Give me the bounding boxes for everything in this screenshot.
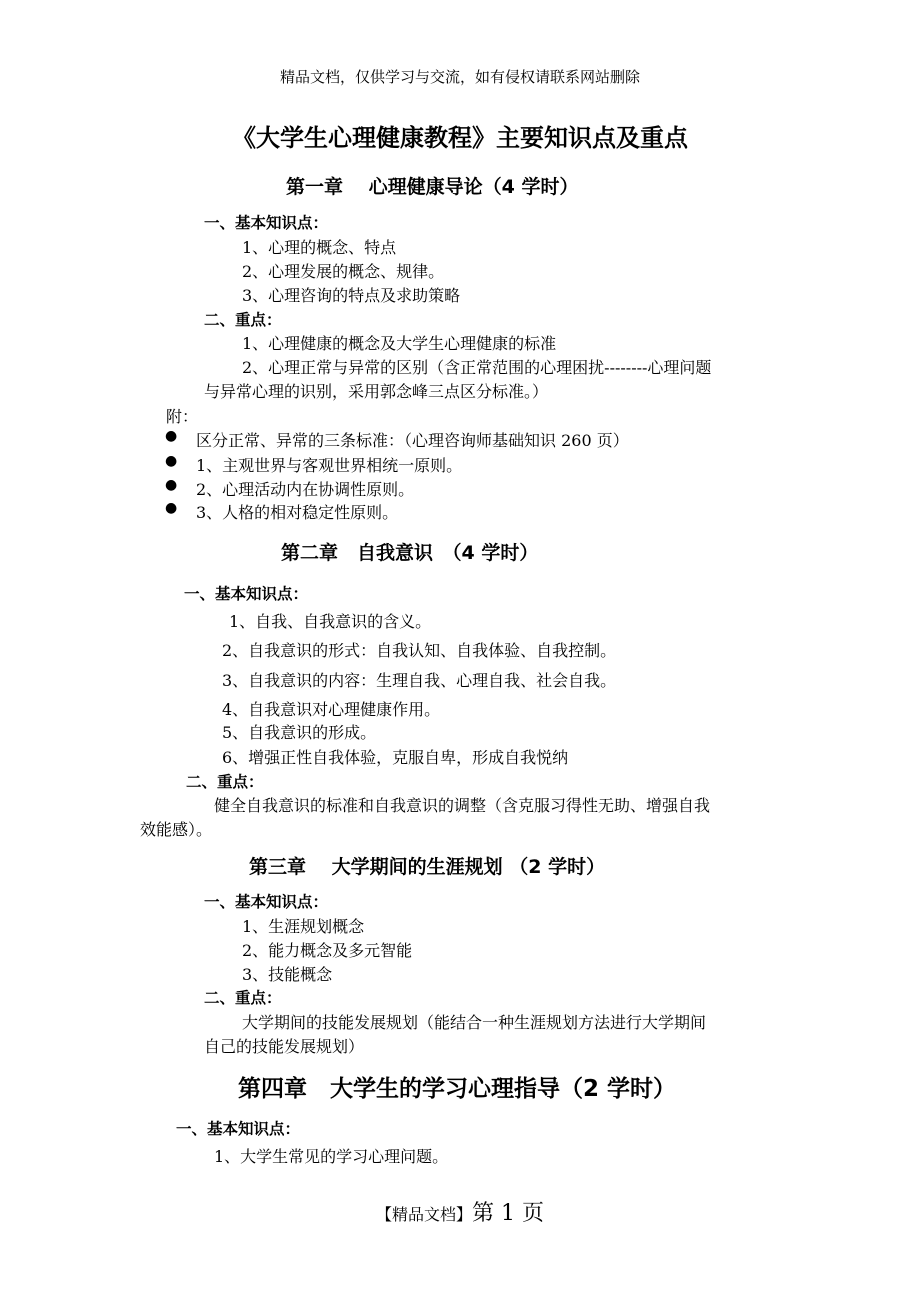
ch3-basic-item: 2、能力概念及多元智能 xyxy=(242,941,413,960)
list-item xyxy=(165,500,399,523)
list-item xyxy=(165,453,463,476)
list-item xyxy=(165,428,629,451)
appendix-label: 附： xyxy=(166,407,199,426)
ch2-basic-item: 6、增强正性自我体验，克服自卑，形成自我悦纳 xyxy=(222,748,569,767)
ch4-basic-item: 1、大学生常见的学习心理问题。 xyxy=(214,1147,449,1166)
ch2-basic-item: 2、自我意识的形式：自我认知、自我体验、自我控制。 xyxy=(222,641,617,660)
list-item-text: 1、主观世界与客观世界相统一原则。 xyxy=(196,456,463,475)
bullet-icon: ● xyxy=(165,477,178,493)
ch1-key-item: 2、心理正常与异常的区别（含正常范围的心理困扰--------心理问题 xyxy=(242,358,712,377)
ch3-key-heading: 二、重点： xyxy=(204,989,282,1007)
list-item xyxy=(165,477,415,500)
ch1-key-item: 1、心理健康的概念及大学生心理健康的标准 xyxy=(242,334,557,353)
ch2-basic-item: 4、自我意识对心理健康作用。 xyxy=(222,700,441,719)
ch2-basic-item: 1、自我、自我意识的含义。 xyxy=(229,612,432,631)
ch1-key-heading: 二、重点： xyxy=(204,311,282,329)
ch2-basic-heading: 一、基本知识点： xyxy=(184,585,309,603)
ch3-basic-heading: 一、基本知识点： xyxy=(204,893,329,911)
ch1-key-item-continued: 与异常心理的识别，采用郭念峰三点区分标准。） xyxy=(204,382,549,401)
bullet-icon: ● xyxy=(165,453,178,469)
ch2-key-text-continued: 效能感）。 xyxy=(140,820,213,839)
ch1-basic-heading: 一、基本知识点： xyxy=(204,214,329,232)
bullet-icon: ● xyxy=(165,500,178,516)
ch1-basic-item: 3、心理咨询的特点及求助策略 xyxy=(242,286,461,305)
ch3-basic-item: 3、技能概念 xyxy=(242,965,333,984)
ch3-basic-item: 1、生涯规划概念 xyxy=(242,917,365,936)
list-item-text: 3、人格的相对稳定性原则。 xyxy=(196,503,399,522)
watermark-header: 精品文档，仅供学习与交流，如有侵权请联系网站删除 xyxy=(279,68,640,86)
ch4-basic-heading: 一、基本知识点： xyxy=(176,1120,301,1138)
page-footer xyxy=(0,1196,920,1227)
chapter-4-title: 第四章 大学生的学习心理指导（2 学时） xyxy=(238,1076,677,1102)
chapter-2-title: 第二章 自我意识 （4 学时） xyxy=(281,542,539,564)
chapter-1-title: 第一章 心理健康导论（4 学时） xyxy=(286,176,579,198)
ch1-basic-item: 1、心理的概念、特点 xyxy=(242,238,397,257)
footer-tag: 【精品文档】 xyxy=(376,1205,473,1224)
ch2-basic-item: 3、自我意识的内容：生理自我、心理自我、社会自我。 xyxy=(222,671,617,690)
list-item-text: 区分正常、异常的三条标准：（心理咨询师基础知识 260 页） xyxy=(196,431,629,450)
page-number: 第 1 页 xyxy=(472,1201,544,1226)
list-item-text: 2、心理活动内在协调性原则。 xyxy=(196,480,415,499)
ch3-key-text-continued: 自己的技能发展规划） xyxy=(204,1037,365,1056)
ch2-basic-item: 5、自我意识的形成。 xyxy=(222,723,377,742)
ch3-key-text: 大学期间的技能发展规划（能结合一种生涯规划方法进行大学期间 xyxy=(242,1013,707,1032)
ch2-key-text: 健全自我意识的标准和自我意识的调整（含克服习得性无助、增强自我 xyxy=(214,796,711,815)
bullet-icon: ● xyxy=(165,428,178,444)
chapter-3-title: 第三章 大学期间的生涯规划 （2 学时） xyxy=(249,856,606,878)
ch1-basic-item: 2、心理发展的概念、规律。 xyxy=(242,262,445,281)
ch2-key-heading: 二、重点： xyxy=(186,773,264,791)
document-title: 《大学生心理健康教程》主要知识点及重点 xyxy=(232,123,688,152)
